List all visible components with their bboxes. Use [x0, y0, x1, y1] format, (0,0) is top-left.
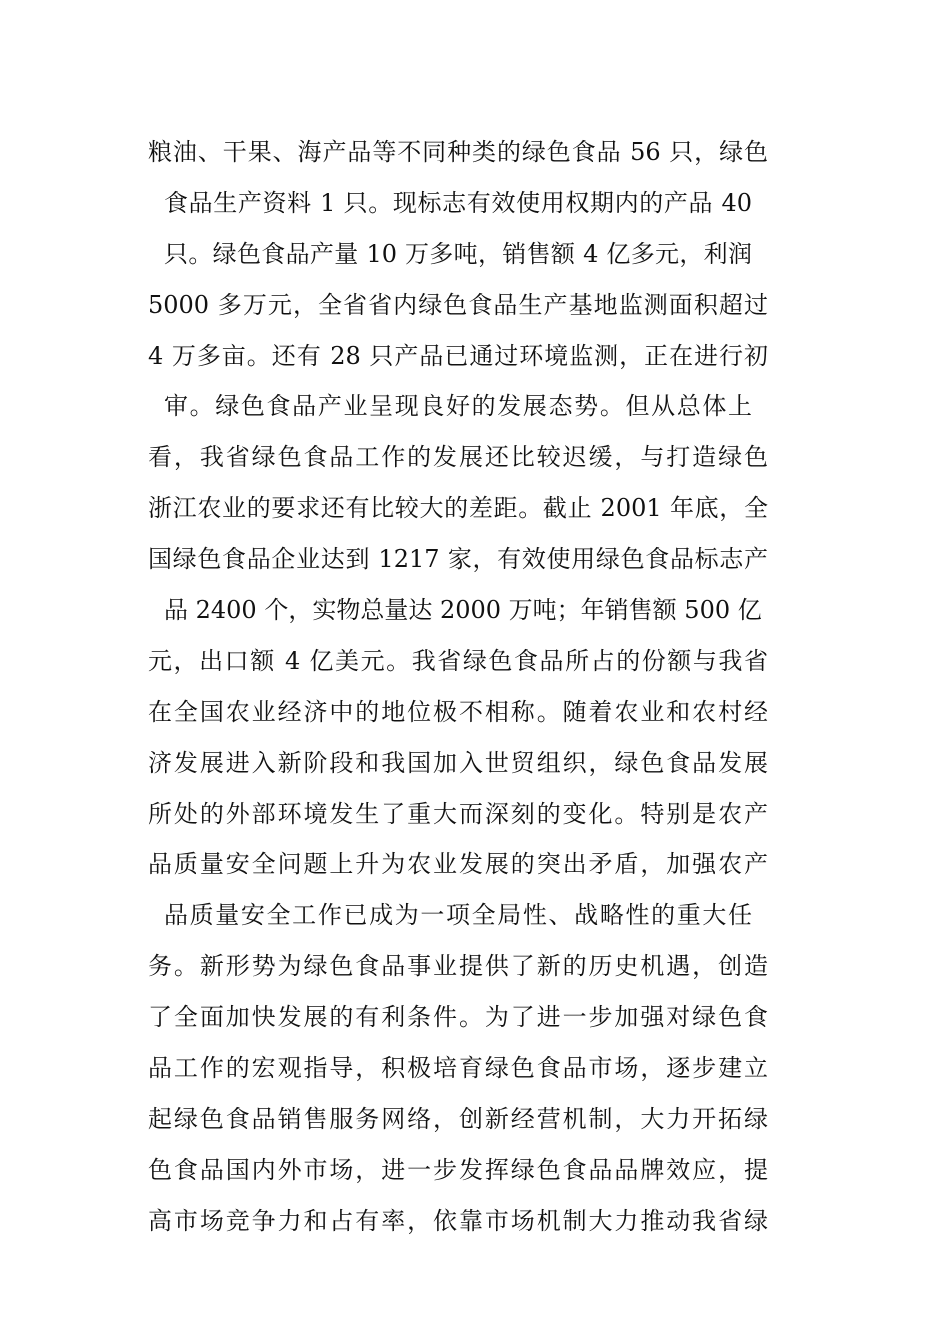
- text-line: 济发展进入新阶段和我国加入世贸组织，绿色食品发展: [148, 748, 768, 777]
- text-line: 品质量安全问题上升为农业发展的突出矛盾，加强农产: [148, 850, 768, 879]
- body-text: [148, 127, 768, 1247]
- text-line: 品 2400 个，实物总量达 2000 万吨；年销售额 500 亿: [164, 596, 762, 625]
- text-line: 所处的外部环境发生了重大而深刻的变化。特别是农产: [148, 799, 768, 828]
- text-line: 审。绿色食品产业呈现良好的发展态势。但从总体上: [164, 392, 752, 421]
- text-line: 国绿色食品企业达到 1217 家，有效使用绿色食品标志产: [148, 545, 768, 574]
- text-line: 务。新形势为绿色食品事业提供了新的历史机遇，创造: [148, 952, 768, 981]
- text-line: 5000 多万元，全省省内绿色食品生产基地监测面积超过: [148, 290, 768, 319]
- text-line: 只。绿色食品产量 10 万多吨，销售额 4 亿多元，利润: [164, 239, 752, 268]
- text-line: 品质量安全工作已成为一项全局性、战略性的重大任: [164, 901, 752, 930]
- text-line: 粮油、干果、海产品等不同种类的绿色食品 56 只，绿色: [148, 138, 768, 166]
- text-line: 4 万多亩。还有 28 只产品已通过环境监测，正在进行初: [148, 341, 768, 370]
- text-line: 高市场竞争力和占有率，依靠市场机制大力推动我省绿: [148, 1206, 768, 1235]
- text-line: 起绿色食品销售服务网络，创新经营机制，大力开拓绿: [148, 1104, 768, 1133]
- text-line: 品工作的宏观指导，积极培育绿色食品市场，逐步建立: [148, 1054, 768, 1083]
- text-line: 看，我省绿色食品工作的发展还比较迟缓，与打造绿色: [148, 443, 768, 472]
- text-line: 色食品国内外市场，进一步发挥绿色食品品牌效应，提: [148, 1155, 768, 1184]
- text-line: 浙江农业的要求还有比较大的差距。截止 2001 年底，全: [148, 494, 768, 523]
- text-line: 了全面加快发展的有利条件。为了进一步加强对绿色食: [148, 1003, 768, 1032]
- text-line: 元，出口额 4 亿美元。我省绿色食品所占的份额与我省: [148, 646, 768, 675]
- text-line: 食品生产资料 1 只。现标志有效使用权期内的产品 40: [164, 188, 752, 217]
- text-line: 在全国农业经济中的地位极不相称。随着农业和农村经: [148, 697, 768, 726]
